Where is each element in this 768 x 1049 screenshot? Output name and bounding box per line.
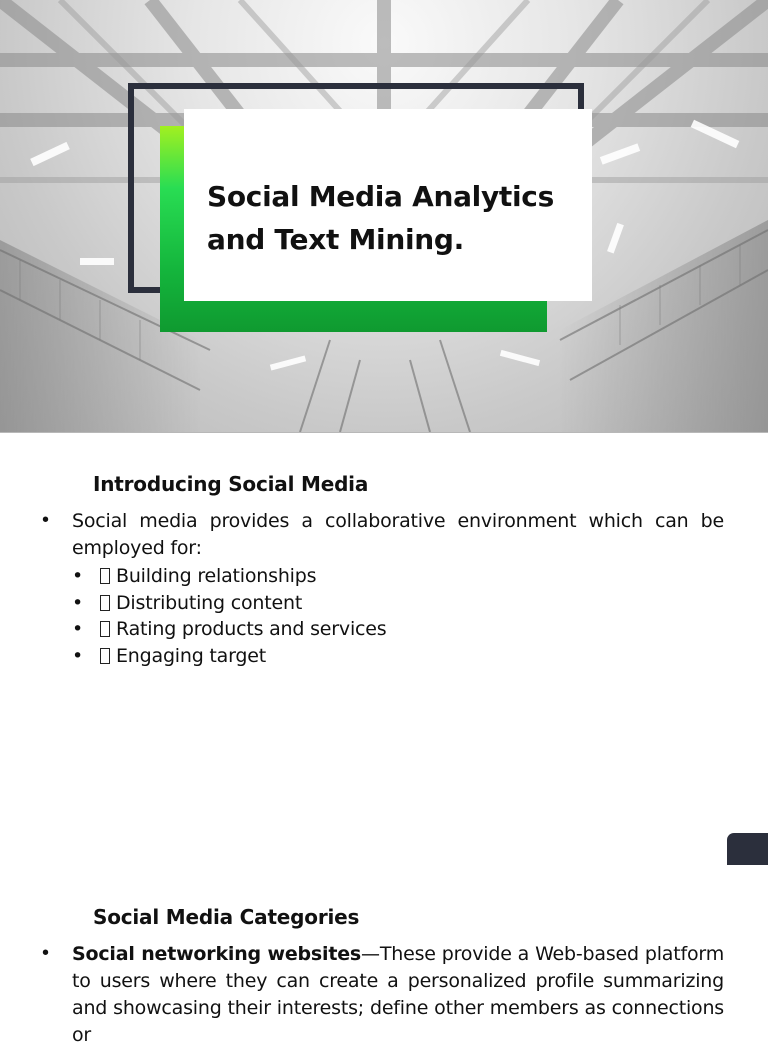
category-description: These provide a Web-based platform to users where they can create a personalized profile summarizing and showcasing their interests; define other members as connections or bbox=[72, 943, 724, 1046]
list-item bbox=[72, 616, 386, 643]
slide-title-line-1: Social Media Analytics bbox=[207, 180, 554, 213]
bullet-icon: • bbox=[42, 509, 50, 531]
list-item bbox=[72, 590, 386, 617]
bullet-icon: • bbox=[72, 644, 84, 667]
title-slide bbox=[0, 0, 768, 432]
list-item-label: Rating products and services bbox=[116, 618, 387, 640]
bullet-icon: • bbox=[42, 942, 50, 964]
slide-title bbox=[207, 175, 577, 261]
list-item bbox=[72, 563, 386, 590]
missing-glyph-icon bbox=[100, 595, 110, 611]
category-paragraph bbox=[72, 941, 724, 1049]
page-tab-marker bbox=[727, 833, 768, 865]
list-item-label: Engaging target bbox=[116, 644, 267, 667]
intro-paragraph: Social media provides a collaborative environment which can be employed for: bbox=[72, 510, 724, 559]
uses-list bbox=[72, 563, 386, 669]
missing-glyph-icon bbox=[100, 621, 110, 637]
list-item-label: Distributing content bbox=[116, 591, 303, 614]
em-dash: — bbox=[361, 943, 380, 965]
bullet-icon: • bbox=[72, 565, 84, 587]
list-item bbox=[72, 643, 386, 670]
section-heading-categories: Social Media Categories bbox=[93, 905, 360, 929]
missing-glyph-icon bbox=[100, 648, 110, 664]
slide-title-line-2: and Text Mining. bbox=[207, 223, 464, 256]
slide-divider bbox=[0, 432, 768, 433]
bullet-icon: • bbox=[72, 591, 84, 614]
bullet-icon: • bbox=[72, 618, 84, 640]
missing-glyph-icon bbox=[100, 568, 110, 584]
list-item-label: Building relationships bbox=[116, 565, 317, 587]
category-term: Social networking websites bbox=[72, 943, 362, 965]
section-heading-introducing: Introducing Social Media bbox=[93, 472, 369, 496]
